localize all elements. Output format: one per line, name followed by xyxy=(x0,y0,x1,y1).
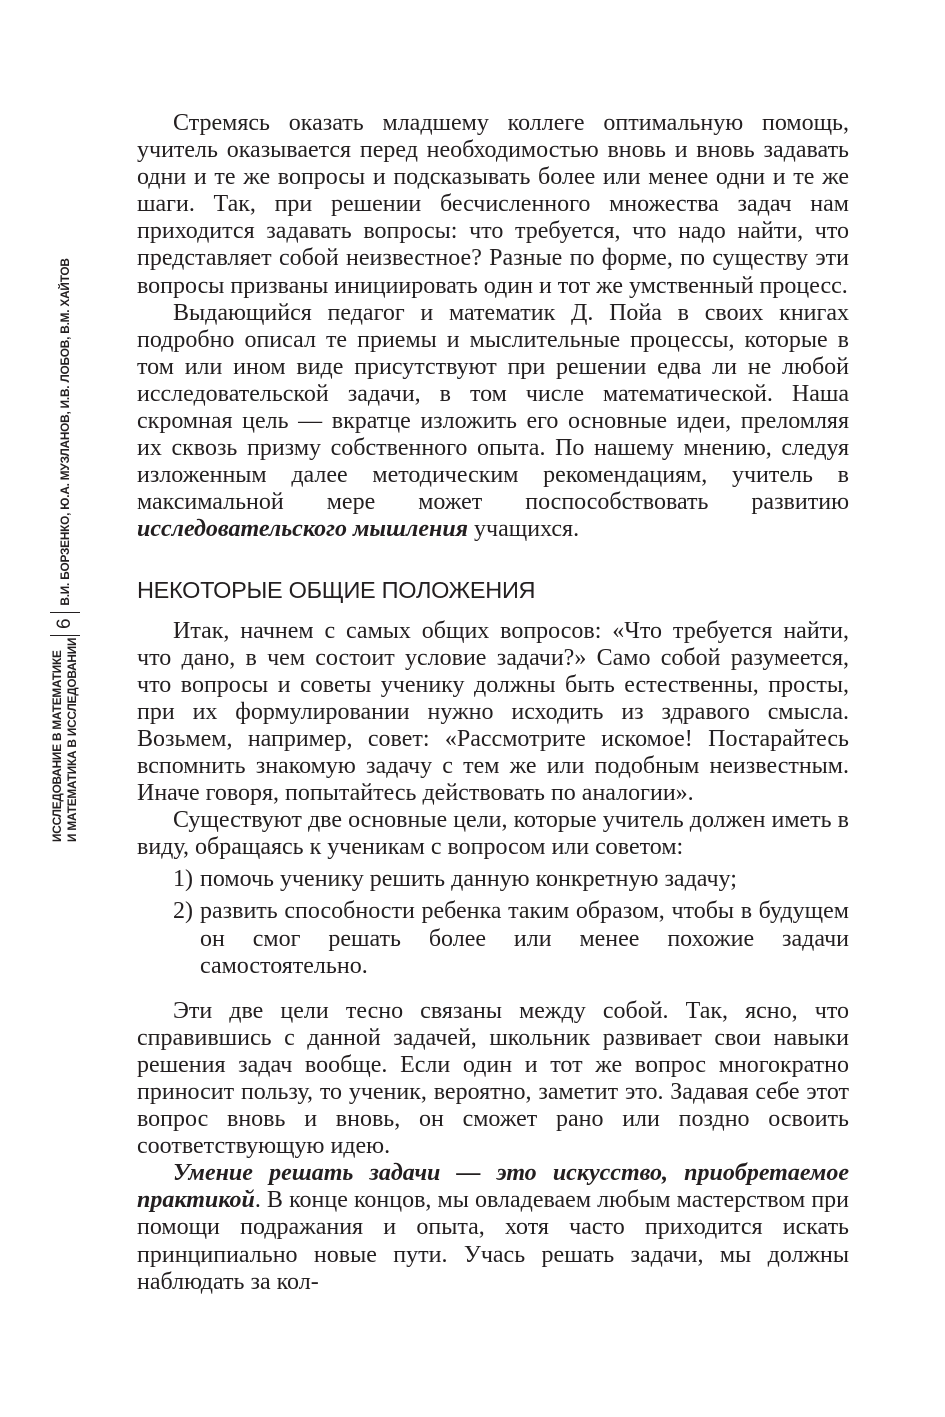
list-item xyxy=(137,866,849,893)
paragraph-3: Итак, начнем с самых общих вопросов: «Что требуется найти, что дано, в чем состоит условие задачи?» Само собой разумеется, что вопросы и советы ученику должны быть естественны, просты, при их формулировании нужно исходить из здравого смысла. Возьмем, например, совет: «Рассмотрите искомое! Постарайтесь вспомнить знакомую задачу с тем же или подобным неизвестным. Иначе говоря, попытайтесь действовать по аналогии». xyxy=(137,617,849,807)
list-item-number: 2) xyxy=(173,898,193,925)
paragraph-6-text: . В конце концов, мы овладеваем любым мастерством при помощи подражания и опыта, хотя часто приходится искать принципиально новые пути. Учась решать задачи, мы должны наблюдать за кол- xyxy=(137,1187,849,1295)
header-divider xyxy=(50,612,80,613)
paragraph-5: Эти две цели тесно связаны между собой. Так, ясно, что справившись с данной задачей, школьник развивает свои навыки решения задач вообще. Если один и тот же вопрос многократно приносит пользу, то ученик, вероятно, заметит это. Задавая себе этот вопрос вновь и вновь, он сможет рано или поздно освоить соответствующую идею. xyxy=(137,997,849,1160)
list-item-text: развить способности ребенка таким образом, чтобы в будущем он смог решать более или менее похожие задачи самостоятельно. xyxy=(200,898,849,979)
paragraph-4: Существуют две основные цели, которые учитель должен иметь в виду, обращаясь к ученикам с вопросом или советом: xyxy=(137,807,849,861)
book-title-line-1: ИССЛЕДОВАНИЕ В МАТЕМАТИКЕ xyxy=(50,650,65,842)
goals-list xyxy=(137,866,849,979)
authors: В.И. БОРЗЕНКО, Ю.А. МУЗЛАНОВ, И.В. ЛОБОВ, В.М. ХАЙТОВ xyxy=(57,258,72,606)
book-title-line-2: И МАТЕМАТИКА В ИССЛЕДОВАНИИ xyxy=(65,637,79,842)
book-title xyxy=(50,637,79,842)
paragraph-1: Стремясь оказать младшему коллеге оптимальную помощь, учитель оказывается перед необходимостью вновь и вновь задавать одни и те же вопросы и подсказывать более или менее одни и те же шаги. Так, при решении бесчисленного множества задач нам приходится задавать вопросы: что требуется, что надо найти, что представляет собой неизвестное? Разные по форме, по существу эти вопросы призваны инициировать один и тот же умственный процесс. xyxy=(137,110,849,299)
section-heading: НЕКОТОРЫЕ ОБЩИЕ ПОЛОЖЕНИЯ xyxy=(137,576,536,603)
running-header xyxy=(50,258,80,842)
page-number: 6 xyxy=(54,618,75,629)
paragraph-2 xyxy=(137,300,849,544)
emphasis-problem-solving-art: Умение решать задачи — это искусство, приобретаемое практикой xyxy=(137,1160,849,1214)
spacer xyxy=(137,980,849,998)
list-item-number: 1) xyxy=(173,866,193,893)
page-body xyxy=(137,110,849,1296)
list-item-text: помочь ученику решить данную конкретную задачу; xyxy=(200,866,737,893)
list-item xyxy=(137,898,849,979)
emphasis-research-thinking: исследовательского мышления xyxy=(137,516,469,543)
paragraph-6 xyxy=(137,1160,849,1295)
paragraph-2-end: учащихся. xyxy=(468,516,580,543)
paragraph-2-text: Выдающийся педагог и математик Д. Пойа в своих книгах подробно описал те приемы и мыслительные процессы, которые в том или ином виде присутствуют при решении едва ли не любой исследовательской задачи, в том числе математической. Наша скромная цель — вкратце изложить его основные идеи, преломляя их сквозь призму собственного опыта. По нашему мнению, следуя изложенным далее методическим рекомендациям, учитель в максимальной мере может поспособствовать развитию xyxy=(137,299,849,516)
header-divider xyxy=(50,635,80,636)
